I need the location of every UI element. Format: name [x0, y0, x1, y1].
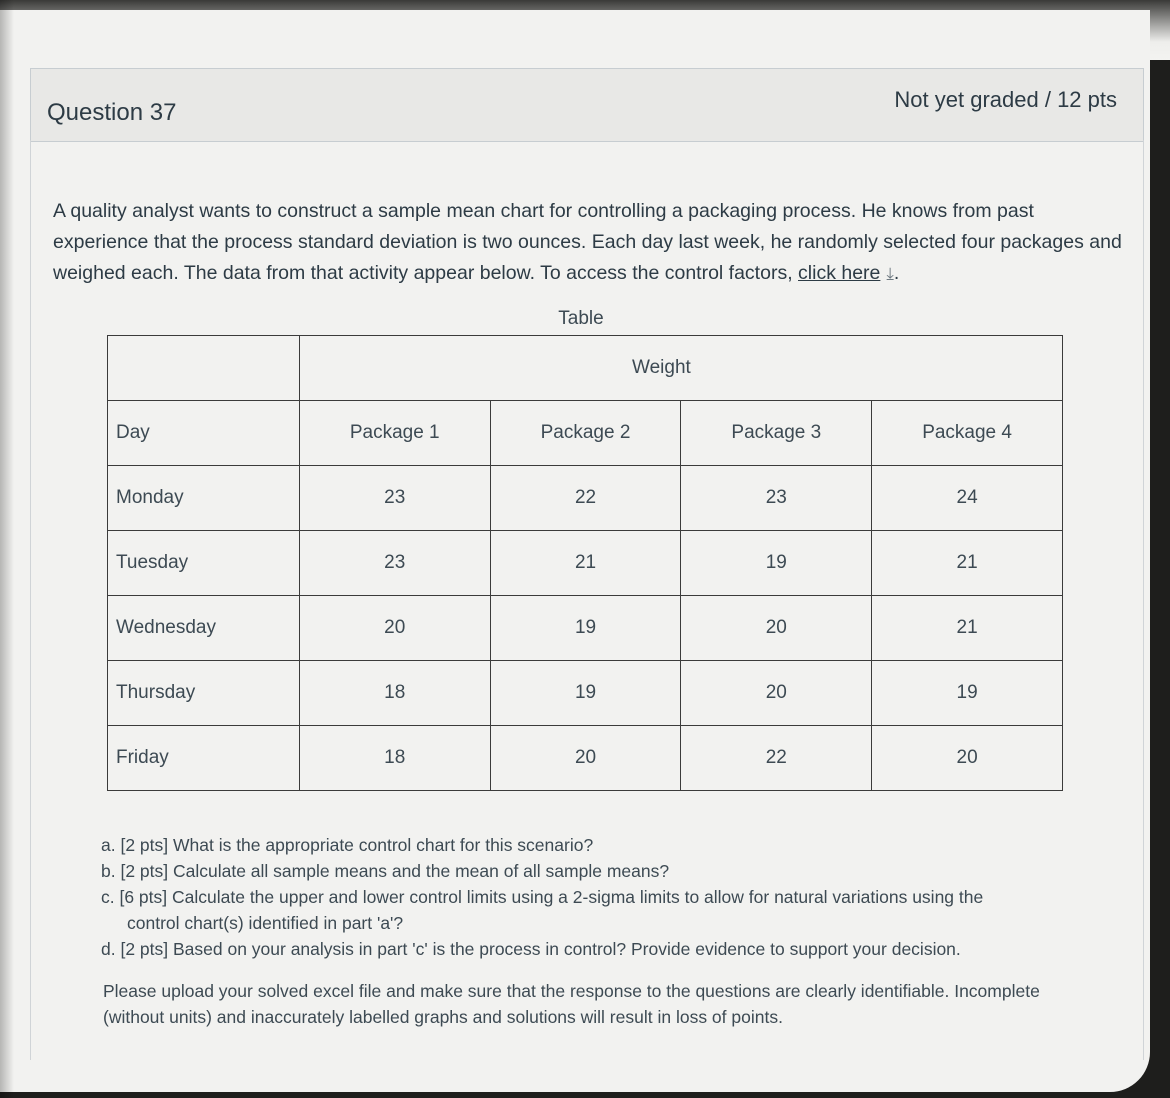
weight-cell: 18 [299, 661, 490, 726]
edge-shadow [0, 0, 14, 1098]
sub-question-text: a. [2 pts] What is the appropriate control chart for this scenario? [101, 835, 594, 855]
weight-cell: 24 [872, 466, 1063, 531]
column-header-day: Day [108, 401, 300, 466]
table-row [108, 661, 1063, 726]
sub-question-text: c. [6 pts] Calculate the upper and lower control limits using a 2-sigma limits to allow for natural variations using the [101, 887, 984, 907]
sub-question-text: d. [2 pts] Based on your analysis in part 'c' is the process in control? Provide evidence to support your decision. [101, 939, 961, 959]
control-factors-link[interactable]: click here [798, 262, 881, 284]
weight-cell: 20 [299, 596, 490, 661]
sub-question-d [101, 936, 1091, 962]
day-cell: Wednesday [108, 596, 300, 661]
weight-cell: 20 [681, 661, 872, 726]
table-row [108, 466, 1063, 531]
weight-cell: 23 [681, 466, 872, 531]
weight-header: Weight [299, 336, 1062, 401]
sub-questions-list [101, 832, 1091, 962]
weight-cell: 22 [490, 466, 681, 531]
grading-status: Not yet graded / 12 pts [894, 87, 1117, 112]
table-row [108, 531, 1063, 596]
column-header-package-1: Package 1 [299, 401, 490, 466]
quiz-page [0, 10, 1150, 1092]
column-header-package-4: Package 4 [872, 401, 1063, 466]
question-header [30, 68, 1144, 142]
sub-question-text: b. [2 pts] Calculate all sample means and the mean of all sample means? [101, 861, 670, 881]
weight-cell: 18 [299, 726, 490, 791]
weight-cell: 23 [299, 531, 490, 596]
question-title: Question 37 [47, 99, 177, 126]
table-group-header-row [108, 336, 1063, 401]
weight-cell: 21 [872, 596, 1063, 661]
weight-cell: 22 [681, 726, 872, 791]
column-header-package-3: Package 3 [681, 401, 872, 466]
day-cell: Tuesday [108, 531, 300, 596]
table-header-row [108, 401, 1063, 466]
question-body [30, 140, 1144, 1060]
weight-cell: 21 [490, 531, 681, 596]
day-cell: Thursday [108, 661, 300, 726]
weight-cell: 19 [490, 661, 681, 726]
table-caption: Table [558, 308, 604, 329]
weight-cell: 19 [872, 661, 1063, 726]
weights-table [107, 335, 1063, 791]
table-row [108, 596, 1063, 661]
prompt-end: . [893, 262, 900, 284]
weight-cell: 23 [299, 466, 490, 531]
empty-header-cell [108, 336, 300, 401]
weight-cell: 20 [681, 596, 872, 661]
weight-cell: 20 [872, 726, 1063, 791]
weight-cell: 21 [872, 531, 1063, 596]
weight-cell: 19 [490, 596, 681, 661]
prompt-text: A quality analyst wants to construct a sample mean chart for controlling a packaging process. He knows from past experience that the process standard deviation is two ounces. Each day last week, he randomly selected four packages and weighed each. The data from that activity appear below. To access the control factors, [53, 200, 1122, 284]
weight-cell: 19 [681, 531, 872, 596]
table-row [108, 726, 1063, 791]
upload-instructions: Please upload your solved excel file and make sure that the response to the questions are clearly identifiable. Incomplete (without units) and inaccurately labelled graphs and solutions will result in loss of points. [103, 981, 1040, 1027]
sub-question-a [101, 832, 1091, 858]
download-icon[interactable]: ⤓ [886, 264, 894, 283]
day-cell: Monday [108, 466, 300, 531]
sub-question-continuation: control chart(s) identified in part 'a'? [127, 913, 404, 933]
sub-question-c [101, 884, 1091, 936]
weight-cell: 20 [490, 726, 681, 791]
day-cell: Friday [108, 726, 300, 791]
question-prompt [53, 196, 1123, 289]
column-header-package-2: Package 2 [490, 401, 681, 466]
sub-question-b [101, 858, 1091, 884]
